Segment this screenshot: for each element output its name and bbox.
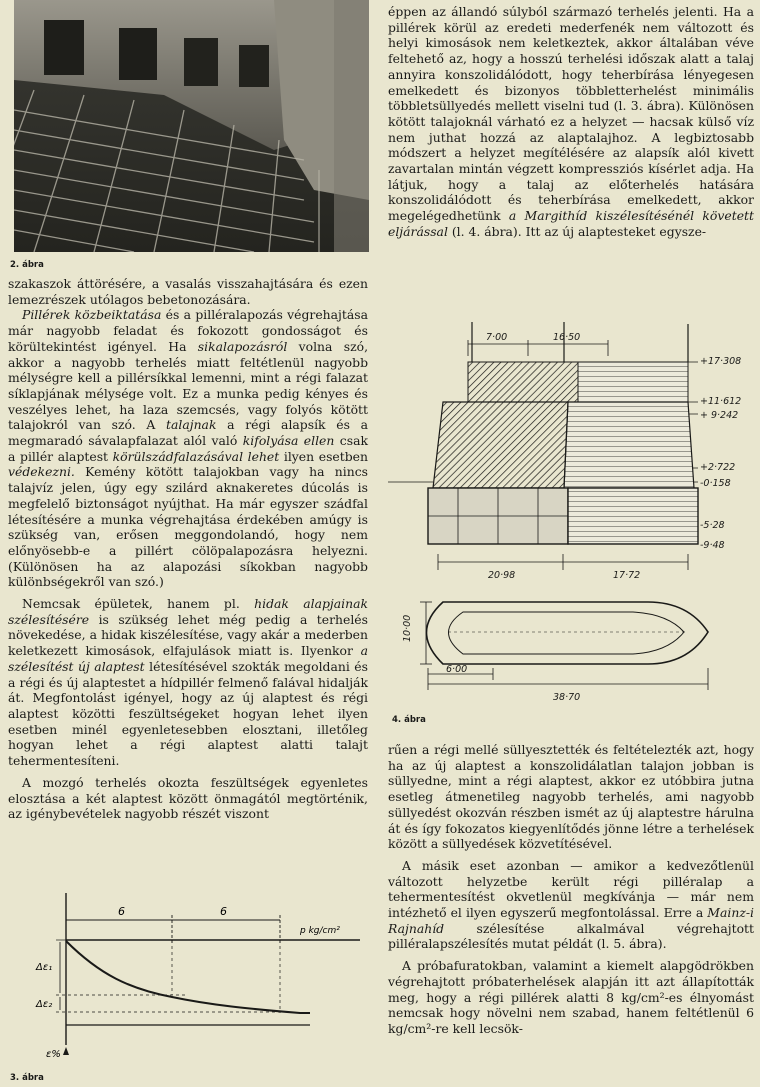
level-label: -5·28 <box>700 520 725 531</box>
paragraph: A mozgó terhelés okozta feszültségek egyenletes elosztása a két alaptest között önmagától megtörténik, az igénybevételek nagyobb részét viszont <box>8 774 368 822</box>
paragraph: A próbafuratokban, valamint a kiemelt alapgödrökben végrehajtott próbaterhelések alapján itt azt állapították meg, hogy a régi pillérek alatti 8 kg/cm²-es élnyomást nemcsak hogy növelni nem szabad, hanem feltétlenül 6 kg/cm²-re kell lecsök- <box>388 958 754 1036</box>
delta-2-label: Δε₂ <box>36 999 53 1010</box>
paragraph: A másik eset azonban — amikor a kedvezőtlenül változott helyzetbe került régi pilléralap a tehermentesítést okvetlenül megkívánja — már nem intézhető el ilyen egyszerű megfontolással. Erre a Mainz-i Rajnahíd szélesítése alkalmával végrehajtott pilléralapszélesítés mutat példát (l. 5. ábra). <box>388 857 754 952</box>
right-column-text-bottom <box>388 742 754 1037</box>
level-label: -0·158 <box>700 478 731 489</box>
right-column-text-top <box>388 4 754 240</box>
y-axis-label: ε% <box>46 1049 61 1060</box>
figure-4-diagram <box>388 312 758 712</box>
plan-width: 10·00 <box>402 614 413 642</box>
figure-2-photo <box>14 0 369 252</box>
level-label: + 9·242 <box>700 410 739 421</box>
x-axis-label: p kg/cm² <box>300 926 340 936</box>
dim-bottom-right: 17·72 <box>613 570 641 581</box>
span-label-1: 6 <box>118 905 125 918</box>
dim-top-left: 7·00 <box>486 332 508 343</box>
paragraph: Pillérek közbeiktatása és a pilléralapozás végrehajtása már nagyobb feladat és fokozott gondosságot és körültekintést igényel. Ha sikalapozásról volna szó, akkor a nagyobb terhelés miatt feltétlenül nagyobb mélységre kell a pillérsíkkal lemenni, mint a régi falazat síklapjának mélysége volt. Ez a munka pedig kényes és veszélyes lehet, ha laza szemcsés, vagy folyós kötött talajokról van szó. A talajnak a régi alapsík és a megmaradó sávalapfalazat alól való kifolyása ellen csak a pillér alaptest körülszádfalazásával lehet ilyen esetben védekezni. Kemény kötött talajokban vagy ha nincs talajvíz jelen, úgy egy szilárd aknakeretes dúcolás is megfelelő biztonságot nyújthat. Ha már egyszer szádfal létesítésére a munka végrehajtása érdekében amúgy is szükség van, erősen meggondolandó, hogy nem előnyösebb-e a pillért cölöpalapozásra helyezni. (Különösen ha az alapozási síkokban nagyobb különbségekről van szó.) <box>8 307 369 590</box>
figure-2-caption: 2. ábra <box>10 260 44 270</box>
paragraph: rűen a régi mellé süllyesztették és feltételezték azt, hogy ha az új alaptest a konszolidálatlan talajon jobban is süllyedne, mint a régi alaptest, akkor ez utóbbira jutna esetleg átmenetileg nagyobb terhelés, ami nagyobb süllyedést okozván részben ismét az új alaptestre hárulna át és így fokozatos kiegyenlítődés jönne létre a terhelések között a süllyedések közvetítésével. <box>388 742 754 852</box>
level-label: +11·612 <box>700 396 742 407</box>
level-label: +17·308 <box>700 356 742 367</box>
plan-length: 38·70 <box>553 692 581 703</box>
figure-3-caption: 3. ábra <box>10 1073 44 1083</box>
level-label: -9·48 <box>700 540 725 551</box>
figure-3-diagram <box>10 885 370 1075</box>
paragraph: szakaszok áttörésére, a vasalás visszahajtására és ezen lemezrészek utólagos bebetonozására. <box>8 276 368 307</box>
plan-dim-small: 6·00 <box>446 664 468 675</box>
paragraph: éppen az állandó súlyból származó terhelés jelenti. Ha a pillérek körül az eredeti mederfenék nem változott és helyi kimosások nem keletkeztek, akkor általában véve feltehető az, hogy a hosszú terhelési időszak alatt a talaj annyira konszolidálódott, hogy teherbírása lényegesen emelkedett és bizonyos többletterhelést minimális többletsüllyedés mellett viselni tud (l. 3. ábra). Különösen kötött talajoknál várható ez a helyzet — hacsak külső víz nem juthat hozzá az alaptalajhoz. A legbiztosabb módszert a helyzet megítélésére az alapsík alól kivett zavartalan mintán végzett kompressziós kísérlet adja. Ha látjuk, hogy a talaj az előterhelés hatására konszolidálódott és teherbírása emelkedett, akkor megelégedhetünk a Margithíd kiszélesítésénél követett eljárással (l. 4. ábra). Itt az új alaptesteket egysze- <box>388 4 754 239</box>
level-label: +2·722 <box>700 462 736 473</box>
figure-4-caption: 4. ábra <box>392 715 426 725</box>
paragraph: Nemcsak épületek, hanem pl. hidak alapjainak szélesítésére is szükség lehet még pedig a terhelés növekedése, a hidak kiszélesítése, vagy akár a mederben keletkezett kimosások, elfajulások miatt is. Ilyenkor a szélesítést új alaptest létesítésével szokták megoldani és a régi és új alaptestet a hídpillér felmenő falával hidalják át. Megfontolást igényel, hogy az új alaptest és régi alaptest közötti feszültségeket hogyan lehet ilyen esetben minél egyenletesebben elosztani, illetőleg hogyan lehet a régi alaptest alatti talajt tehermentesíteni. <box>8 596 368 769</box>
left-column-text <box>8 276 368 822</box>
span-label-2: 6 <box>220 905 227 918</box>
delta-1-label: Δε₁ <box>36 962 53 973</box>
dim-top-right: 16·50 <box>553 332 581 343</box>
dim-bottom-left: 20·98 <box>488 570 516 581</box>
